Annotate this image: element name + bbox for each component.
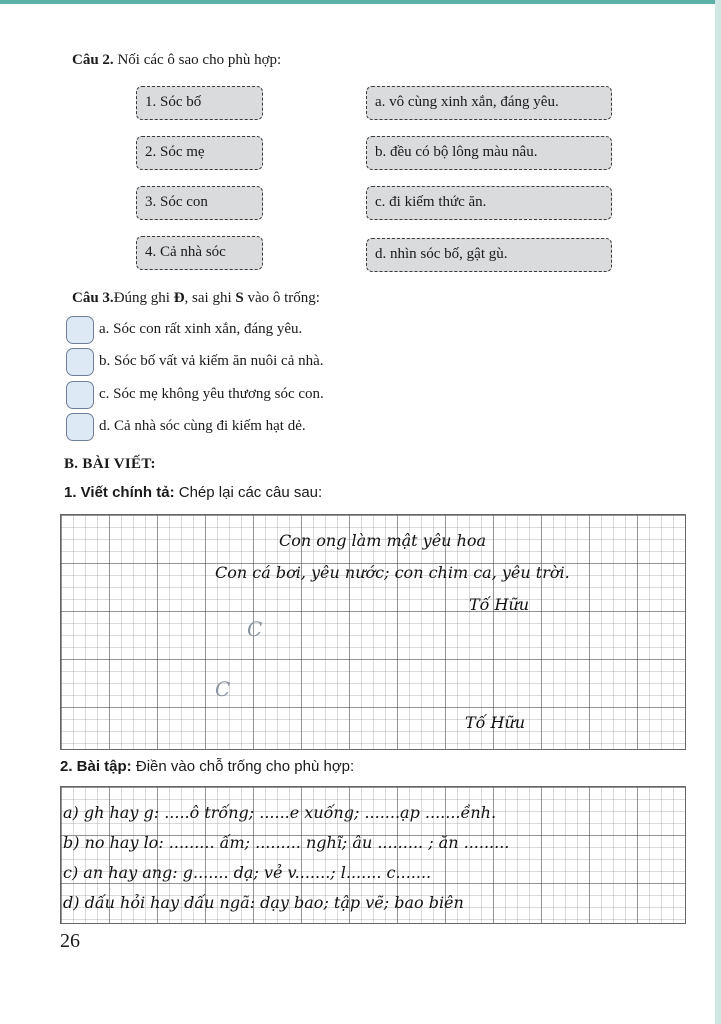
- question-3-title: Câu 3.Đúng ghi Đ, sai ghi S vào ô trống:: [72, 290, 320, 306]
- top-border: [0, 0, 721, 4]
- match-left-item[interactable]: 4. Cả nhà sóc: [136, 236, 263, 270]
- match-left-item[interactable]: 1. Sóc bố: [136, 86, 263, 120]
- page-edge: [715, 0, 721, 1024]
- exercise-2-title: 2. Bài tập: Điền vào chỗ trống cho phù hợp:: [60, 758, 355, 775]
- handwritten-line: Con ong làm mật yêu hoa: [279, 531, 487, 550]
- answer-checkbox[interactable]: [66, 413, 94, 441]
- page-number: 26: [60, 930, 80, 952]
- handwritten-author: Tố Hữu: [469, 595, 530, 614]
- statement-text: a. Sóc con rất xinh xắn, đáng yêu.: [99, 321, 303, 337]
- match-left-item[interactable]: 3. Sóc con: [136, 186, 263, 220]
- statement-text: b. Sóc bố vất vả kiếm ăn nuôi cả nhà.: [99, 353, 324, 369]
- handwritten-line: Con cá bơi, yêu nước; con chim ca, yêu trời.: [215, 563, 570, 582]
- tracing-letter: C: [247, 617, 263, 641]
- handwritten-author: Tố Hữu: [465, 713, 526, 732]
- statement-text: c. Sóc mẹ không yêu thương sóc con.: [99, 386, 324, 402]
- answer-checkbox[interactable]: [66, 381, 94, 409]
- answer-checkbox[interactable]: [66, 348, 94, 376]
- handwriting-grid[interactable]: [60, 514, 686, 750]
- match-right-item[interactable]: b. đều có bộ lông màu nâu.: [366, 136, 612, 170]
- section-heading: B. BÀI VIẾT:: [64, 456, 156, 472]
- exercise-1-title: 1. Viết chính tả: Chép lại các câu sau:: [64, 484, 323, 501]
- exercise-line: b) no hay lo: ......... ấm; ......... nghĩ; âu ......... ; ăn .........: [63, 833, 510, 852]
- exercise-line: c) an hay ang: g....... dạ; vẻ v.......; l....... c.......: [63, 863, 432, 882]
- match-right-item[interactable]: c. đi kiếm thức ăn.: [366, 186, 612, 220]
- question-2-title: Câu 2. Nối các ô sao cho phù hợp:: [72, 52, 282, 68]
- answer-checkbox[interactable]: [66, 316, 94, 344]
- match-right-item[interactable]: a. vô cùng xinh xắn, đáng yêu.: [366, 86, 612, 120]
- match-right-item[interactable]: d. nhìn sóc bố, gật gù.: [366, 238, 612, 272]
- statement-text: d. Cả nhà sóc cùng đi kiếm hạt dẻ.: [99, 418, 306, 434]
- exercise-line: a) gh hay g: .....ô trống; ......e xuống; .......ạp .......ềnh.: [63, 803, 497, 822]
- match-left-item[interactable]: 2. Sóc mẹ: [136, 136, 263, 170]
- tracing-letter: C: [215, 677, 231, 701]
- exercise-grid[interactable]: [60, 786, 686, 924]
- exercise-line: d) dấu hỏi hay dấu ngã: dạy bao; tập vẽ; bao biên: [63, 893, 464, 912]
